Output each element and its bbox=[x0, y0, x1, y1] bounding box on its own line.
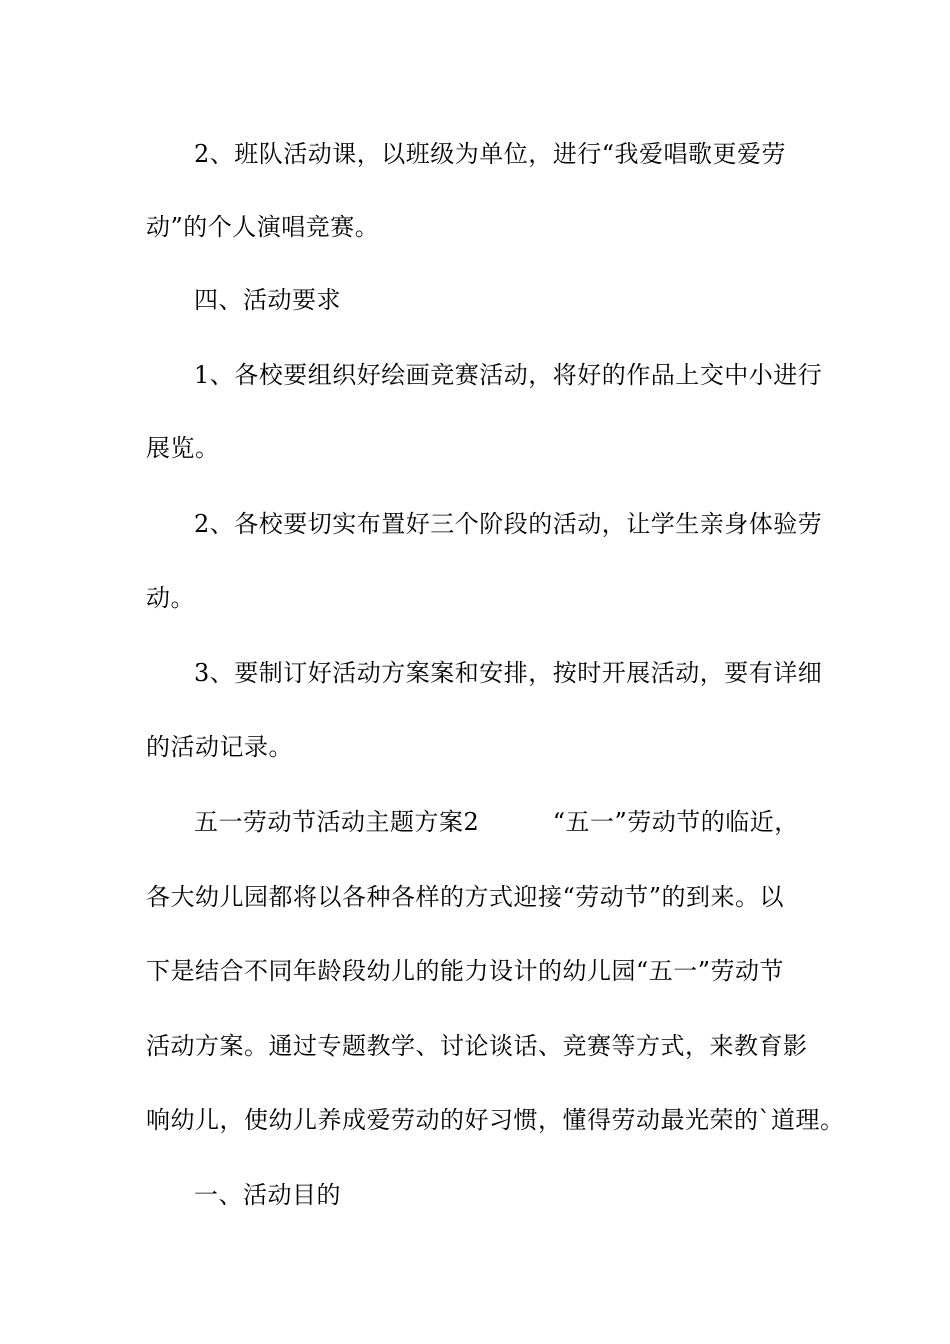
paragraph-line: 动。 bbox=[146, 584, 195, 612]
paragraph-line: 展览。 bbox=[146, 434, 220, 462]
paragraph-line: 各大幼儿园都将以各种各样的方式迎接“劳动节”的到来。以 bbox=[146, 883, 785, 911]
paragraph-line: 响幼儿，使幼儿养成爱劳动的好习惯，懂得劳动最光荣的`道理。 bbox=[146, 1106, 845, 1134]
paragraph-line: 3、要制订好活动方案案和安排，按时开展活动，要有详细 bbox=[194, 659, 823, 687]
paragraph-line: 五一劳动节活动主题方案2 “五一”劳动节的临近， bbox=[194, 808, 799, 836]
paragraph-line: 1、各校要组织好绘画竞赛活动，将好的作品上交中小进行 bbox=[194, 361, 823, 389]
paragraph-line: 活动方案。通过专题教学、讨论谈话、竞赛等方式，来教育影 bbox=[146, 1032, 808, 1060]
paragraph-line: 下是结合不同年龄段幼儿的能力设计的幼儿园“五一”劳动节 bbox=[146, 957, 785, 985]
paragraph-line: 的活动记录。 bbox=[146, 733, 293, 761]
section-heading: 四、活动要求 bbox=[194, 286, 341, 314]
paragraph-line: 2、班队活动课，以班级为单位，进行“我爱唱歌更爱劳 bbox=[194, 140, 787, 168]
section-heading: 一、活动目的 bbox=[194, 1181, 341, 1209]
paragraph-line: 动”的个人演唱竞赛。 bbox=[146, 213, 380, 241]
paragraph-line: 2、各校要切实布置好三个阶段的活动，让学生亲身体验劳 bbox=[194, 510, 823, 538]
